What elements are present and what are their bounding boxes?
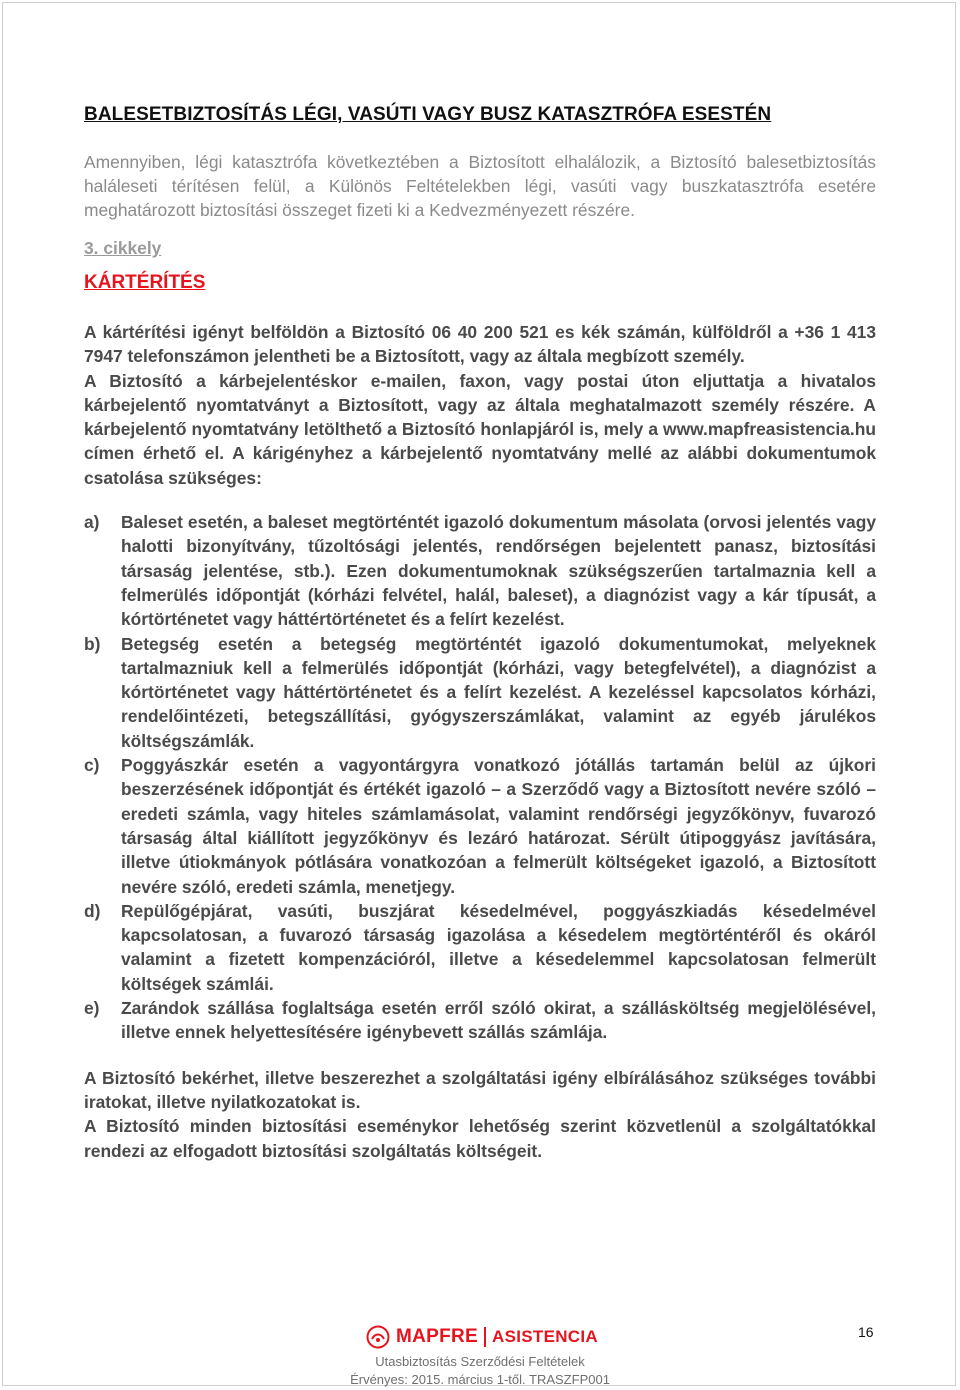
list-item-letter: a) — [84, 512, 100, 533]
page-footer — [0, 1318, 960, 1390]
footer-validity: Érvényes: 2015. március 1-től. TRASZFP001 — [350, 1372, 610, 1387]
logo-divider — [484, 1327, 486, 1347]
list-item-letter: d) — [84, 900, 101, 921]
brand-secondary: ASISTENCIA — [492, 1327, 598, 1346]
list-item-text: Baleset esetén, a baleset megtörténtét igazoló dokumentum másolata (orvosi jelentés vagy halotti bizonyítvány, tűzoltósági jelentés, rendőrségen bejelentett panasz, biztosítási társaság jelentése, stb.). Ezen dokumentumoknak szükségszerűen tartalmaznia kell a felmerülés időpontját (kórházi felvétel, halál, baleset), a diagnózist vagy a kár típusát, a kórtörténetet vagy háttértörténetet és a felírt kezelést. — [121, 512, 876, 630]
mapfre-emblem-icon — [366, 1325, 390, 1349]
closing-paragraph-1: A Biztosító bekérhet, illetve beszerezhet a szolgáltatási igény elbírálásához szükséges további iratokat, illetve nyilatkozatokat is. — [84, 1067, 876, 1112]
list-item-letter: e) — [84, 998, 100, 1019]
document-heading: BALESETBIZTOSÍTÁS LÉGI, VASÚTI VAGY BUSZ KATASZTRÓFA ESESTÉN — [84, 104, 772, 125]
footer-document-title: Utasbiztosítás Szerződési Feltételek — [375, 1354, 585, 1369]
document-body — [84, 104, 876, 1163]
list-item-text: Zarándok szállása foglaltsága esetén erről szóló okirat, a szállásköltség megjelölésével, illetve ennek helyettesítésére igénybevett szállás számlája. — [121, 998, 876, 1043]
list-item — [84, 899, 876, 996]
mapfre-logo — [366, 1322, 598, 1352]
closing-paragraph-2: A Biztosító minden biztosítási eseménykor lehetőség szerint közvetlenül a szolgáltatókkal rendezi az elfogadott biztosítási szolgáltatás költségeit. — [84, 1116, 876, 1161]
list-item-letter: c) — [84, 755, 100, 776]
intro-paragraph: Amennyiben, légi katasztrófa következtében a Biztosított elhalálozik, a Biztosító balesetbiztosítás haláleseti térítésen felül, a Különös Feltételekben légi, vasúti vagy buszkatasztrófa esetére meghatározott biztosítási összeget fizeti ki a Kedvezményezett részére. — [84, 152, 876, 220]
list-item — [84, 996, 876, 1045]
list-item-text: Poggyászkár esetén a vagyontárgyra vonatkozó jótállás tartamán belül az újkori beszerzésének időpontját és értékét igazoló – a Szerződő vagy a Biztosított nevére szóló – eredeti számla, vagy hiteles számlamásolat, valamint rendőrségi jegyzőkönyv, fuvarozó társaság által kiállított jegyzőkönyv és lezáró határozat. Sérült útipoggyász javítására, illetve útiokmányok pótlására vonatkozóan a felmerült költségeket igazoló, a Biztosított nevére szóló, eredeti számla, menetjegy. — [121, 755, 876, 897]
page-number: 16 — [858, 1324, 874, 1340]
list-item-text: Betegség esetén a betegség megtörténtét igazoló dokumentumokat, melyeknek tartalmazniuk kell a felmerülés időpontját (kórházi, vagy betegfelvétel), a diagnózist a kórtörténetet vagy háttértörténetet és a felírt kezelést. A kezeléssel kapcsolatos kórházi, rendelőintézeti, betegszállítási, gyógyszerszámlákat, valamint az egyéb járulékos költségszámlák. — [121, 633, 876, 751]
list-item-letter: b) — [84, 633, 101, 654]
section-title: KÁRTÉRÍTÉS — [84, 272, 206, 293]
claim-report-paragraph: A kártérítési igényt belföldön a Biztosító 06 40 200 521 es kék számán, külföldről a +36 1 413 7947 telefonszámon jelentheti be a Biztosított, vagy az általa megbízott személy. — [84, 322, 876, 367]
article-label: 3. cikkely — [84, 238, 162, 258]
brand-primary: MAPFRE — [396, 1326, 479, 1347]
list-item — [84, 753, 876, 899]
list-item — [84, 510, 876, 631]
required-documents-list — [84, 510, 876, 1045]
claim-documents-paragraph: A Biztosító a kárbejelentéskor e-mailen, faxon, vagy postai úton eljuttatja a hivatalos kárbejelentő nyomtatványt a Biztosított, vagy az általa meghatalmazott személy részére. A kárbejelentő nyomtatvány letölthető a Biztosító honlapjáról is, mely a www.mapfreasistencia.hu címen érhető el. A kárigényhez a kárbejelentő nyomtatvány mellé az alábbi dokumentumok csatolása szükséges: — [84, 370, 876, 488]
list-item — [84, 632, 876, 753]
list-item-text: Repülőgépjárat, vasúti, buszjárat késedelmével, poggyászkiadás késedelmével kapcsolatosan, a fuvarozó társaság igazolása a késedelem megtörténtéről és okáról valamint a fizetett kompenzációról, illetve a késedelemmel kapcsolatosan felmerült költségek számlái. — [121, 900, 876, 994]
